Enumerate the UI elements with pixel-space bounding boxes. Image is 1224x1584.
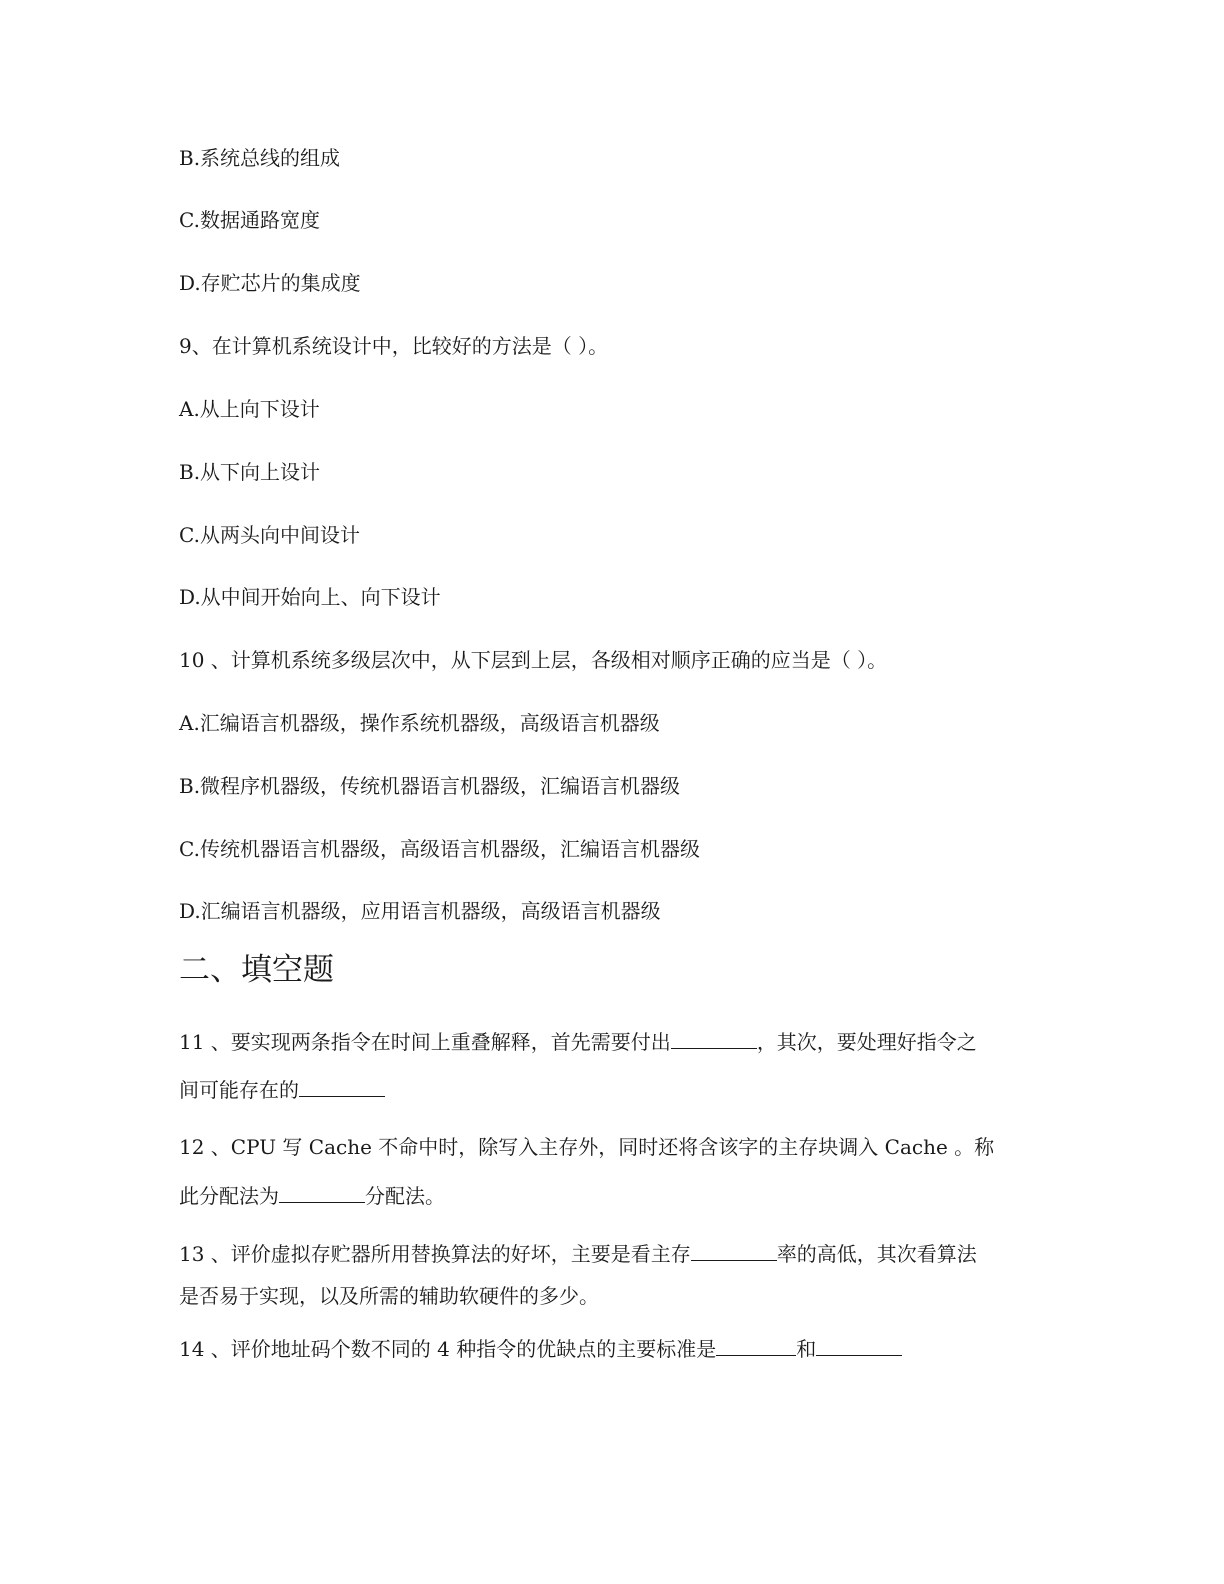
q10-option-b: B.微程序机器级，传统机器语言机器级，汇编语言机器级	[179, 774, 681, 798]
q12-text-2: 分配法。	[365, 1184, 445, 1208]
q11-line-1	[179, 1028, 977, 1055]
q9-option-d: D.从中间开始向上、向下设计	[179, 585, 441, 609]
q14-blank-2	[816, 1335, 902, 1356]
q11-text-3: 间可能存在的	[179, 1078, 299, 1102]
q12-line-1: 12 、CPU 写 Cache 不命中时，除写入主存外，同时还将含该字的主存块调入 Cache 。称	[179, 1135, 995, 1159]
q9-stem: 9、在计算机系统设计中，比较好的方法是（ ）。	[179, 334, 609, 358]
q13-text-1: 13 、评价虚拟存贮器所用替换算法的好坏，主要是看主存	[179, 1242, 691, 1266]
q12-text-1: 此分配法为	[179, 1184, 279, 1208]
q10-option-a: A.汇编语言机器级，操作系统机器级，高级语言机器级	[179, 711, 660, 735]
q10-option-d: D.汇编语言机器级，应用语言机器级，高级语言机器级	[179, 899, 661, 923]
q13-text-2: 率的高低，其次看算法	[776, 1242, 977, 1266]
q13-line-1	[179, 1240, 977, 1267]
q11-line-2	[179, 1076, 385, 1103]
q9-option-c: C.从两头向中间设计	[179, 523, 360, 547]
q14-text-2: 和	[796, 1337, 817, 1361]
q13-line-2: 是否易于实现，以及所需的辅助软硬件的多少。	[179, 1284, 599, 1308]
q12-line-2	[179, 1182, 445, 1209]
q9-option-b: B.从下向上设计	[179, 460, 321, 484]
q10-stem: 10 、计算机系统多级层次中，从下层到上层，各级相对顺序正确的应当是（ ）。	[179, 648, 888, 672]
section-heading-fill-in: 二、填空题	[179, 952, 334, 988]
q11-text-2: ，其次，要处理好指令之	[756, 1030, 977, 1054]
q14-text-1: 14 、评价地址码个数不同的 4 种指令的优缺点的主要标准是	[179, 1337, 717, 1361]
q11-blank-2	[299, 1076, 385, 1097]
q8-option-b: B.系统总线的组成	[179, 146, 341, 170]
q14-line-1	[179, 1335, 902, 1362]
q11-text-1: 11 、要实现两条指令在时间上重叠解释，首先需要付出	[179, 1030, 671, 1054]
q12-blank-1	[279, 1182, 365, 1203]
q13-blank-1	[691, 1240, 777, 1261]
q11-blank-1	[671, 1028, 757, 1049]
q8-option-c: C.数据通路宽度	[179, 208, 320, 232]
q8-option-d: D.存贮芯片的集成度	[179, 271, 361, 295]
q10-option-c: C.传统机器语言机器级，高级语言机器级，汇编语言机器级	[179, 837, 700, 861]
q9-option-a: A.从上向下设计	[179, 397, 320, 421]
q14-blank-1	[716, 1335, 796, 1356]
